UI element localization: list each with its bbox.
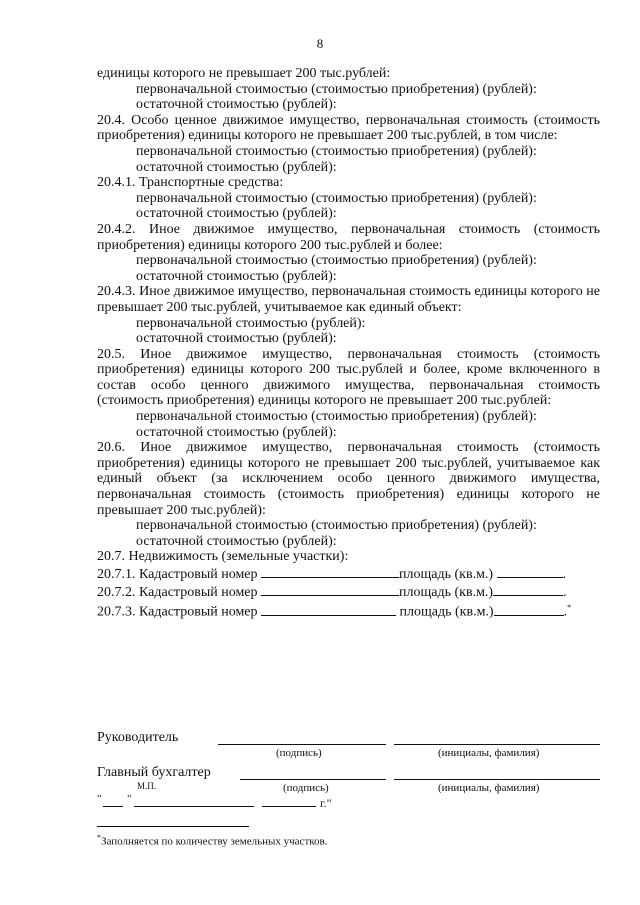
item-20-4-1 <box>97 175 600 191</box>
head-initials-line[interactable] <box>394 744 600 745</box>
item-20-4 <box>97 113 600 144</box>
accountant-signature-line[interactable] <box>240 779 386 780</box>
text-line: первоначальной стоимостью (стоимостью приобретения) (рублей): <box>136 81 537 97</box>
cadastral-row-1: 20.7.1. Кадастровый номер площадь (кв.м.) . <box>97 567 567 582</box>
item-20-4-2 <box>97 222 600 253</box>
text-line: единицы которого не превышает 200 тыс.рублей: <box>97 66 391 81</box>
item-number: 20.4.2. <box>97 221 136 237</box>
item-number: 20.6. <box>97 440 125 456</box>
text-line: первоначальной стоимостью (стоимостью приобретения) (рублей): <box>136 143 537 159</box>
text-line: первоначальной стоимостью (рублей): <box>136 315 366 331</box>
footnote-text: Заполняется по количеству земельных участков. <box>101 835 328 848</box>
document-body <box>97 66 600 620</box>
item-text: Иное движимое имущество, первоначальная стоимость единицы которого не превышает 200 тыс.рублей, учитываемое как единый объект: <box>97 284 600 315</box>
footnote <box>97 833 327 848</box>
footnote-divider <box>97 826 249 827</box>
item-20-6 <box>97 440 600 518</box>
cadastral-number-field[interactable] <box>261 583 399 596</box>
area-field[interactable] <box>493 583 563 596</box>
area-label: площадь (кв.м.) <box>399 567 494 582</box>
item-number: 20.4.1. <box>97 175 136 191</box>
area-field[interactable] <box>497 565 563 578</box>
text-line: первоначальной стоимостью (стоимостью приобретения) (рублей): <box>136 190 537 206</box>
date-quote-close: " <box>127 793 132 805</box>
area-label: площадь (кв.м.) <box>399 584 494 600</box>
initials-caption: (инициалы, фамилия) <box>438 747 540 759</box>
date-day-field[interactable] <box>103 806 123 807</box>
item-20-5 <box>97 347 600 409</box>
text-line: первоначальной стоимостью (стоимостью приобретения) (рублей): <box>136 409 537 425</box>
cadastral-label: Кадастровый номер <box>139 604 258 620</box>
text-line: остаточной стоимостью (рублей): <box>136 268 337 284</box>
text-line: остаточной стоимостью (рублей): <box>136 533 337 549</box>
cadastral-label: Кадастровый номер <box>139 567 258 582</box>
text-line: остаточной стоимостью (рублей): <box>136 159 337 175</box>
signature-caption: (подпись) <box>276 747 322 759</box>
item-text: Иное движимое имущество, первоначальная стоимость (стоимость приобретения) единицы которого 200 тыс.рублей и более: <box>97 221 601 253</box>
item-20-4-3 <box>97 284 600 315</box>
item-number: 20.5. <box>97 346 125 362</box>
text-line: первоначальной стоимостью (стоимостью приобретения) (рублей): <box>136 253 537 269</box>
text-line: остаточной стоимостью (рублей): <box>136 206 337 222</box>
cadastral-row-2: 20.7.2. Кадастровый номер площадь (кв.м.) . <box>97 584 567 600</box>
area-label: площадь (кв.м.) <box>399 604 494 620</box>
text-line: остаточной стоимостью (рублей): <box>136 331 337 347</box>
item-text: Иное движимое имущество, первоначальная стоимость (стоимость приобретения) единицы которого не превышает 200 тыс.рублей, учитываемое как единый объект (за исключением особо ценного движимого имущества, первоначальная стоимость (стоимость приобретения) единицы которого не превышает 200 тыс.рублей): <box>97 440 601 518</box>
cadastral-label: Кадастровый номер <box>139 584 258 600</box>
cadastral-number-field[interactable] <box>261 603 396 616</box>
footnote-marker: * <box>567 603 572 613</box>
text-line: первоначальной стоимостью (стоимостью приобретения) (рублей): <box>136 518 537 534</box>
chief-accountant-label: Главный бухгалтер <box>97 765 211 780</box>
head-signature-line[interactable] <box>218 744 386 745</box>
item-text: Иное движимое имущество, первоначальная стоимость (стоимость приобретения) единицы которого 200 тыс.рублей и более, кроме включенного в состав особо ценного движимого имущества, первоначальная стоимость (стоимость приобретения) единицы которого не превышает 200 тыс.рублей: <box>97 346 601 409</box>
date-year-field[interactable] <box>262 806 316 807</box>
item-20-7: 20.7. Недвижимость (земельные участки): <box>97 549 349 565</box>
area-field[interactable] <box>494 603 564 616</box>
cadastral-number-field[interactable] <box>261 565 399 578</box>
page-number: 8 <box>316 36 324 51</box>
stamp-label: М.П. <box>137 781 157 791</box>
date-month-field[interactable] <box>134 806 254 807</box>
item-number: 20.7.1. <box>97 567 136 582</box>
year-suffix: г." <box>320 796 332 810</box>
item-number: 20.7.2. <box>97 584 136 600</box>
initials-caption: (инициалы, фамилия) <box>438 782 540 794</box>
item-number: 20.4. <box>97 112 125 128</box>
footnote-marker: * <box>97 833 101 842</box>
text-line: остаточной стоимостью (рублей): <box>136 424 337 440</box>
item-text: Особо ценное движимое имущество, первоначальная стоимость (стоимость приобретения) единицы которого не превышает 200 тыс.рублей, в том числе: <box>97 112 601 144</box>
item-number: 20.4.3. <box>97 284 136 300</box>
text-line: остаточной стоимостью (рублей): <box>136 97 337 113</box>
signature-caption: (подпись) <box>283 782 329 794</box>
item-text: Транспортные средства: <box>139 175 284 191</box>
item-number: 20.7.3. <box>97 604 136 620</box>
accountant-initials-line[interactable] <box>394 779 600 780</box>
date-quote-open: " <box>97 793 102 805</box>
head-label: Руководитель <box>97 730 179 745</box>
cadastral-row-3: 20.7.3. Кадастровый номер площадь (кв.м.) .* <box>97 603 572 620</box>
